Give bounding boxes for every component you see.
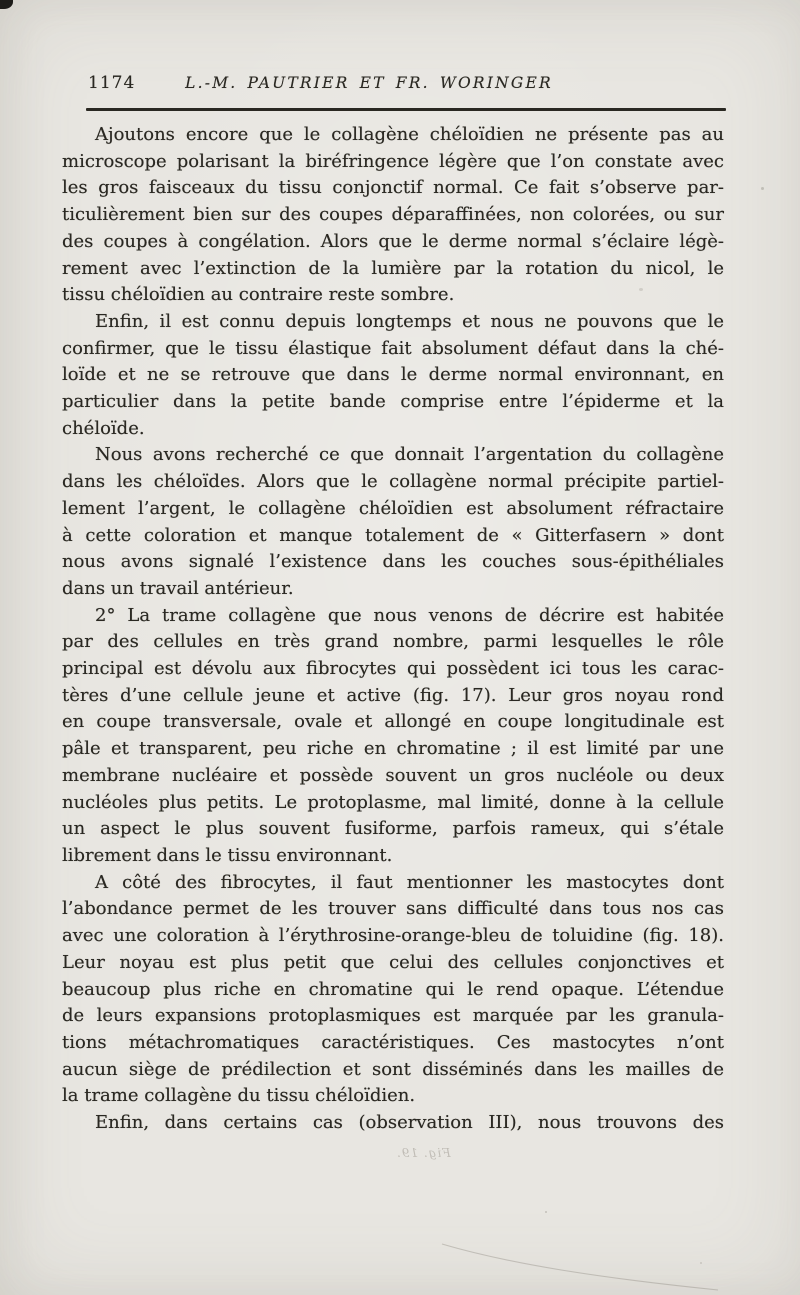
text-line: Leur noyau est plus petit que celui des cellules conjonctives et (62, 951, 724, 973)
text-line: 2° La trame collagène que nous venons de décrire est habitée (95, 604, 724, 626)
text-line: tères d’une cellule jeune et active (fig. 17). Leur gros noyau rond (62, 684, 724, 706)
text-line: dans un travail antérieur. (62, 577, 294, 599)
text-line: Enfin, dans certains cas (observation III), nous trouvons des (95, 1112, 724, 1134)
body-text (62, 122, 724, 1137)
text-line: chéloïde. (62, 417, 145, 439)
running-title: L.-M. PAUTRIER ET FR. WORINGER (185, 74, 553, 92)
text-line: pâle et transparent, peu riche en chromatine ; il est limité par une (62, 738, 724, 760)
text-line: microscope polarisant la biréfringence légère que l’on constate avec (62, 150, 724, 172)
text-line: en coupe transversale, ovale et allongé en coupe longitudinale est (62, 711, 724, 733)
text-line: principal est dévolu aux fibrocytes qui possèdent ici tous les carac- (62, 658, 724, 680)
text-line: la trame collagène du tissu chéloïdien. (62, 1085, 416, 1107)
text-line: tions métachromatiques caractéristiques. Ces mastocytes n’ont (62, 1031, 724, 1053)
text-line: lement l’argent, le collagène chéloïdien est absolument réfractaire (62, 497, 724, 519)
text-line: ticulièrement bien sur des coupes déparaffinées, non colorées, ou sur (62, 204, 724, 226)
text-line: Enfin, il est connu depuis longtemps et nous ne pouvons que le (95, 310, 724, 332)
text-line: beaucoup plus riche en chromatine qui le rend opaque. L’étendue (62, 978, 724, 1000)
text-line: nous avons signalé l’existence dans les couches sous-épithéliales (62, 551, 724, 573)
scan-corner-artifact (0, 0, 13, 9)
text-line: rement avec l’extinction de la lumière par la rotation du nicol, le (62, 257, 724, 279)
text-line: tissu chéloïdien au contraire reste sombre. (62, 284, 455, 306)
text-line: membrane nucléaire et possède souvent un gros nucléole ou deux (62, 764, 724, 786)
text-line: par des cellules en très grand nombre, parmi lesquelles le rôle (62, 631, 724, 653)
text-line: confirmer, que le tissu élastique fait absolument défaut dans la ché- (62, 337, 724, 359)
text-line: Ajoutons encore que le collagène chéloïdien ne présente pas au (95, 124, 724, 145)
dust-speck (700, 1262, 702, 1264)
text-line: dans les chéloïdes. Alors que le collagène normal précipite partiel- (62, 471, 724, 493)
text-line: nucléoles plus petits. Le protoplasme, mal limité, donne à la cellule (62, 791, 724, 813)
text-line: de leurs expansions protoplasmiques est marquée par les granula- (62, 1005, 724, 1027)
page-number: 1174 (88, 73, 136, 93)
text-line: un aspect le plus souvent fusiforme, parfois rameux, qui s’étale (62, 818, 724, 840)
dust-speck (639, 288, 643, 291)
text-line: les gros faisceaux du tissu conjonctif normal. Ce fait s’observe par- (62, 177, 724, 199)
text-line: avec une coloration à l’érythrosine-orange-bleu de toluidine (fig. 18). (62, 925, 724, 947)
text-line: des coupes à congélation. Alors que le derme normal s’éclaire légè- (62, 230, 724, 252)
text-line: librement dans le tissu environnant. (62, 844, 393, 866)
text-line: aucun siège de prédilection et sont disséminés dans les mailles de (62, 1058, 724, 1080)
text-line: A côté des fibrocytes, il faut mentionner les mastocytes dont (95, 871, 724, 893)
text-line: à cette coloration et manque totalement de « Gitterfasern » dont (62, 524, 724, 546)
text-line: Nous avons recherché ce que donnait l’argentation du collagène (95, 444, 724, 466)
text-line: loïde et ne se retrouve que dans le derme normal environnant, en (62, 364, 724, 386)
dust-speck (761, 187, 764, 190)
text-line: particulier dans la petite bande comprise entre l’épiderme et la (62, 391, 724, 413)
dust-speck (545, 1211, 547, 1213)
text-line: l’abondance permet de les trouver sans difficulté dans tous nos cas (62, 898, 724, 920)
ghost-showthrough-text: Fig. 19. (396, 1146, 451, 1160)
header-rule (86, 108, 726, 111)
scratch-artifact (430, 1238, 730, 1295)
